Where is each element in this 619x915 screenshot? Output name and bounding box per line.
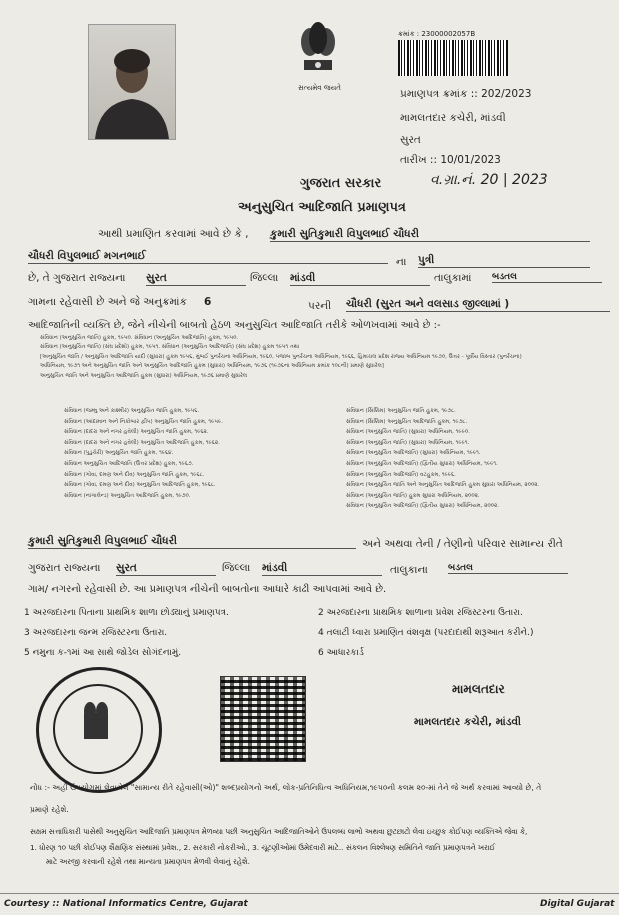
order-item: સંવિધાન (ગોવા, દમણ અને દીવ) અનુસુચિત જાતિ હુકમ, ૧૯૬૮. — [64, 471, 205, 478]
issuing-office: મામલતદાર કચેરી, માંડવી — [400, 112, 506, 124]
order-item: સંવિધાન (દાદરા અને નગર હવેલી) અનુસુચિત આદિજાતિ હુકમ, ૧૯૬૨. — [64, 439, 220, 446]
note-line: સક્ષમ સત્તાધિકારી પાસેથી અનુસુચિત આદિજાતિ પ્રમાણપત્ર મેળવ્યા પછી અનુસુચિત આદિજાતિઓને ઉપલબ્ધ લાભો અથવા છુટછાટો લેવા ઇચ્છુક કોઈપણ વ્યક્તિએ જેવા કે, — [30, 827, 528, 836]
applicant-name-repeat: કુમારી સુતિકુમારી વિપુલભાઈ ચૌધરી — [28, 535, 356, 549]
serial-value: 6 — [204, 296, 212, 308]
issue-date: તારીખ :: 10/01/2023 — [400, 154, 501, 166]
taluka-value-2: માંડવી — [262, 562, 382, 576]
page-footer — [0, 893, 619, 915]
signature: મામલતદાર — [452, 682, 505, 696]
law-line: [અનુસુચિત જાતિ / અનુસુચિત આદિજાતિ યાદી (સુધારા) હુકમ ૧૯૫૬, મુંબઈ પુનર્રચના અધિનિયમ, ૧૯૬૦, પંજાબ પુનર્રચના અધિનિયમ, ૧૯૬૬, હિમાચલ પ્રદેશ રાજ્ય અધિનિયમ ૧૯૭૦, ઉત્તર - પૂર્વીય વિસ્તાર (પુનર્રચના) — [40, 353, 522, 360]
village-value-2: બડતલ — [448, 563, 568, 574]
emblem-motto: સત્યમેવ જયતે — [298, 84, 341, 92]
doc-item: 5 નમુના ક-૧માં આ સાથે જોડેલ સોગંદનામું. — [24, 648, 182, 658]
village-value: બડતલ — [492, 272, 602, 283]
order-item: સંવિધાન (આંદામાન અને નિકોબાર દ્વીપ) અનુસુચિત જાતિ હુકમ, ૧૯૫૯. — [64, 418, 223, 425]
law-line: અધિનિયમ, ૧૯૭૧ અને અનુસુચિત જાતિ અને અનુસુચિત આદિજાતિ હુકમ (સુધારા) અધિનિયમ, ૧૯૭૬ (૧૯૭૬ના અધિનિયમ ક્રમાંક ૧૦૮ની) પ્રમાણે સુધારેલ] — [40, 363, 384, 370]
order-item: સંવિધાન અનુસુચિત આદિજાતિ (ઉત્તર પ્રદેશ) હુકમ, ૧૯૬૭. — [64, 460, 194, 467]
law-line: સંવિધાન (અનુસુચિત જાતિ) હુકમ, ૧૯૫૦. સંવિધાન (અનુસુચિત આદિજાતિ) હુકમ, ૧૯૫૦. — [40, 335, 239, 341]
father-name: ચૌધરી વિપુલભાઈ મગનભાઈ — [28, 250, 388, 264]
handwritten-reference: વ.ગ્રા.નં. 20 | 2023 — [430, 172, 548, 188]
na-label: ના — [396, 256, 407, 268]
qr-code — [220, 676, 306, 762]
doc-item: 4 તલાટી ધ્વારા પ્રમાણિત વંશવૃક્ષ (પરદાદાથી શરૂઆત કરીને.) — [318, 628, 534, 638]
order-item: સંવિધાન (અનુસુચિત જાતિ) (સુધારા) અધિનિયમ, ૧૯૯૦. — [346, 429, 470, 436]
issuing-place: સુરત — [400, 134, 421, 146]
order-item: સંવિધાન (અનુસુચિત આદિજાતિ) (દ્વિતીય સુધારા) અધિનિયમ, ૨૦૦૨. — [346, 503, 499, 510]
taluka-label: તાલુકામાં — [434, 272, 472, 284]
barcode — [398, 40, 508, 76]
tribe-value: ચૌધરી (સુરત અને વલસાડ જીલ્લામાં ) — [346, 298, 610, 312]
national-emblem-icon — [290, 16, 346, 84]
basis-line: ગામ/ નગરનો રહેવાસી છે. આ પ્રમાણપત્ર નીચેની બાબતોના આધારે કાઢી આપવામાં આવે છે. — [28, 584, 387, 595]
tribe-line: આદિજાતિની વ્યક્તિ છે, જેને નીચેની બાબતો હેઠળ અનુસુચિત આદિજાતિ તરીકે ઓળખવામાં આવે છે :- — [28, 320, 441, 331]
official-seal — [36, 667, 162, 793]
district-value: સુરત — [146, 272, 246, 286]
signatory-office: મામલતદાર કચેરી, માંડવી — [414, 716, 522, 728]
order-item: સંવિધાન (અનુસુચિત આદિજાતિ) વટહુકમ, ૧૯૯૬. — [346, 471, 456, 478]
footer-credit: Courtesy :: National Informatics Centre, Gujarat — [4, 899, 248, 909]
footer-brand: Digital Gujarat — [540, 899, 615, 909]
district-label-2: જિલ્લા — [222, 562, 251, 574]
note-line: નોંધ :- અહીં ઉપયોગમાં લેવાયેલ "સામાન્ય રીતે રહેવાસી(ઓ)" શબ્દપ્રયોગનો અર્થ, લોક-પ્રતિનિધિત્વ અધિનિયમ,૧૯૫૦ની કલમ ૨૦-માં તેને જે અર્થ કરવામાં આવ્યો છે, તે — [30, 783, 542, 792]
order-item: સંવિધાન (દાદરા અને નગર હવેલી) અનુસુચિત જાતિ હુકમ, ૧૯૬૨. — [64, 429, 209, 436]
certify-line: આથી પ્રમાણિત કરવામાં આવે છે કે , — [98, 228, 249, 240]
doc-item: 1 અરજદારના પિતાના પ્રાથમિક શાળા છોડ્યાનું પ્રમાણપત્ર. — [24, 608, 229, 618]
taluka-value: માંડવી — [290, 272, 430, 286]
order-item: સંવિધાન (ગોવા, દમણ અને દીવ) અનુસુચિત આદિજાતિ હુકમ, ૧૯૬૮. — [64, 482, 216, 489]
relation: પુત્રી — [418, 254, 590, 268]
note-line: માટે અરજી કરવાની રહેશે તથા માન્યતા પ્રમાણપત્ર મેળવી લેવાનું રહેશે. — [46, 857, 250, 866]
law-line: સંવિધાન (અનુસુચિત જાતિ) (સંઘ પ્રદેશો) હુકમ, ૧૯૫૧. સંવિધાન (અનુસુચિત આદિજાતિ) (સંઘ પ્રદેશ) હુકમ ૧૯૫૧ તથા — [40, 344, 300, 351]
doc-item: 2 અરજદારના પ્રાથમિક શાળાના પ્રવેશ રજિસ્ટરના ઉતારા. — [318, 608, 523, 618]
resident-line: ગામના રહેવાસી છે અને જે અનુક્રમાંક — [28, 296, 187, 308]
applicant-photo — [88, 24, 176, 140]
note-line: પ્રમાણે રહેશે. — [30, 805, 69, 814]
order-item: સંવિધાન (પુડુચેરી) અનુસુચિત જાતિ હુકમ, ૧૯૬૪. — [64, 450, 174, 457]
order-item: સંવિધાન (સિક્કિમ) અનુસુચિત જાતિ હુકમ, ૧૯૭૮. — [346, 408, 456, 414]
law-lines — [40, 334, 600, 381]
order-item: સંવિધાન (અનુસુચિત જાતિ અને અનુસુચિત આદિજાતિ હુકમ સુધારા અધિનિયમ, ૨૦૦૨. — [346, 482, 540, 489]
taluka-label-2: તાલુકાના — [390, 564, 428, 576]
orders-left — [64, 406, 223, 501]
state-prefix: છે, તે ગુજરાત રાજ્યના — [28, 272, 126, 284]
state-label-2: ગુજરાત રાજ્યના — [28, 562, 101, 574]
district-value-2: સુરત — [116, 562, 216, 576]
serial-number: ક્રમાંક : 23000002057B — [398, 30, 476, 38]
order-item: સંવિધાન (જમ્મુ અને કાશ્મીર) અનુસુચિત જાતિ હુકમ, ૧૯૫૬. — [64, 408, 200, 414]
certificate-title: અનુસુચિત આદિજાતિ પ્રમાણપત્ર — [238, 200, 406, 215]
district-label: જિલ્લા — [250, 272, 279, 284]
family-line: અને અથવા તેની / તેણીનો પરિવાર સામાન્ય રીતે — [362, 538, 563, 550]
doc-item: 3 અરજદારના જન્મ રજિસ્ટરના ઉતારા. — [24, 628, 168, 638]
order-item: સંવિધાન (નાગાલેન્ડ) અનુસુચિત આદિજાતિ હુકમ, ૧૯૭૦. — [64, 492, 191, 499]
order-item: સંવિધાન (સિક્કિમ) અનુસુચિત આદિજાતિ હુકમ, ૧૯૭૮. — [346, 418, 468, 425]
government-label: ગુજરાત સરકાર — [300, 176, 382, 191]
doc-item: 6 આધારકાર્ડ — [318, 648, 364, 658]
order-item: સંવિધાન (અનુસુચિત જાતિ) (સુધારા) અધિનિયમ, ૧૯૯૧. — [346, 439, 470, 446]
order-item: સંવિધાન (અનુસુચિત જાતિ) હુકમ સુધારા અધિનિયમ, ૨૦૦૨. — [346, 492, 480, 499]
law-line: અનુસુચિત જાતિ અને અનુસુચિત આદિજાતિ હુકમ (સુધારા) અધિનિયમ, ૧૯૭૬ પ્રમાણે સુધારેલ — [40, 372, 247, 379]
parni-label: પરની — [308, 300, 332, 312]
order-item: સંવિધાન (અનુસુચિત આદિજાતિ) (દ્વિતીય સુધારા) અધિનિયમ, ૧૯૯૧. — [346, 460, 498, 467]
orders-right — [346, 406, 539, 512]
order-item: સંવિધાન (અનુસુચિત આદિજાતિ) (સુધારા) અધિનિયમ, ૧૯૯૧. — [346, 450, 481, 457]
note-line: 1. ધોરણ ૧૦ પછી કોઈપણ શૈક્ષણિક સંસ્થામાં પ્રવેશ., 2. સરકારી નોકરીઓ., 3. ચૂંટણીઓમાં ઉમેદવારી માટે.. સંકલન વિશ્લેષણ સમિતિને જાતિ પ્રમાણપત્રને ખરાઈ — [30, 843, 496, 852]
certificate-number: પ્રમાણપત્ર ક્રમાંક :: 202/2023 — [400, 88, 532, 100]
applicant-name: કુમારી સુતિકુમારી વિપુલભાઈ ચૌધરી — [270, 228, 590, 242]
